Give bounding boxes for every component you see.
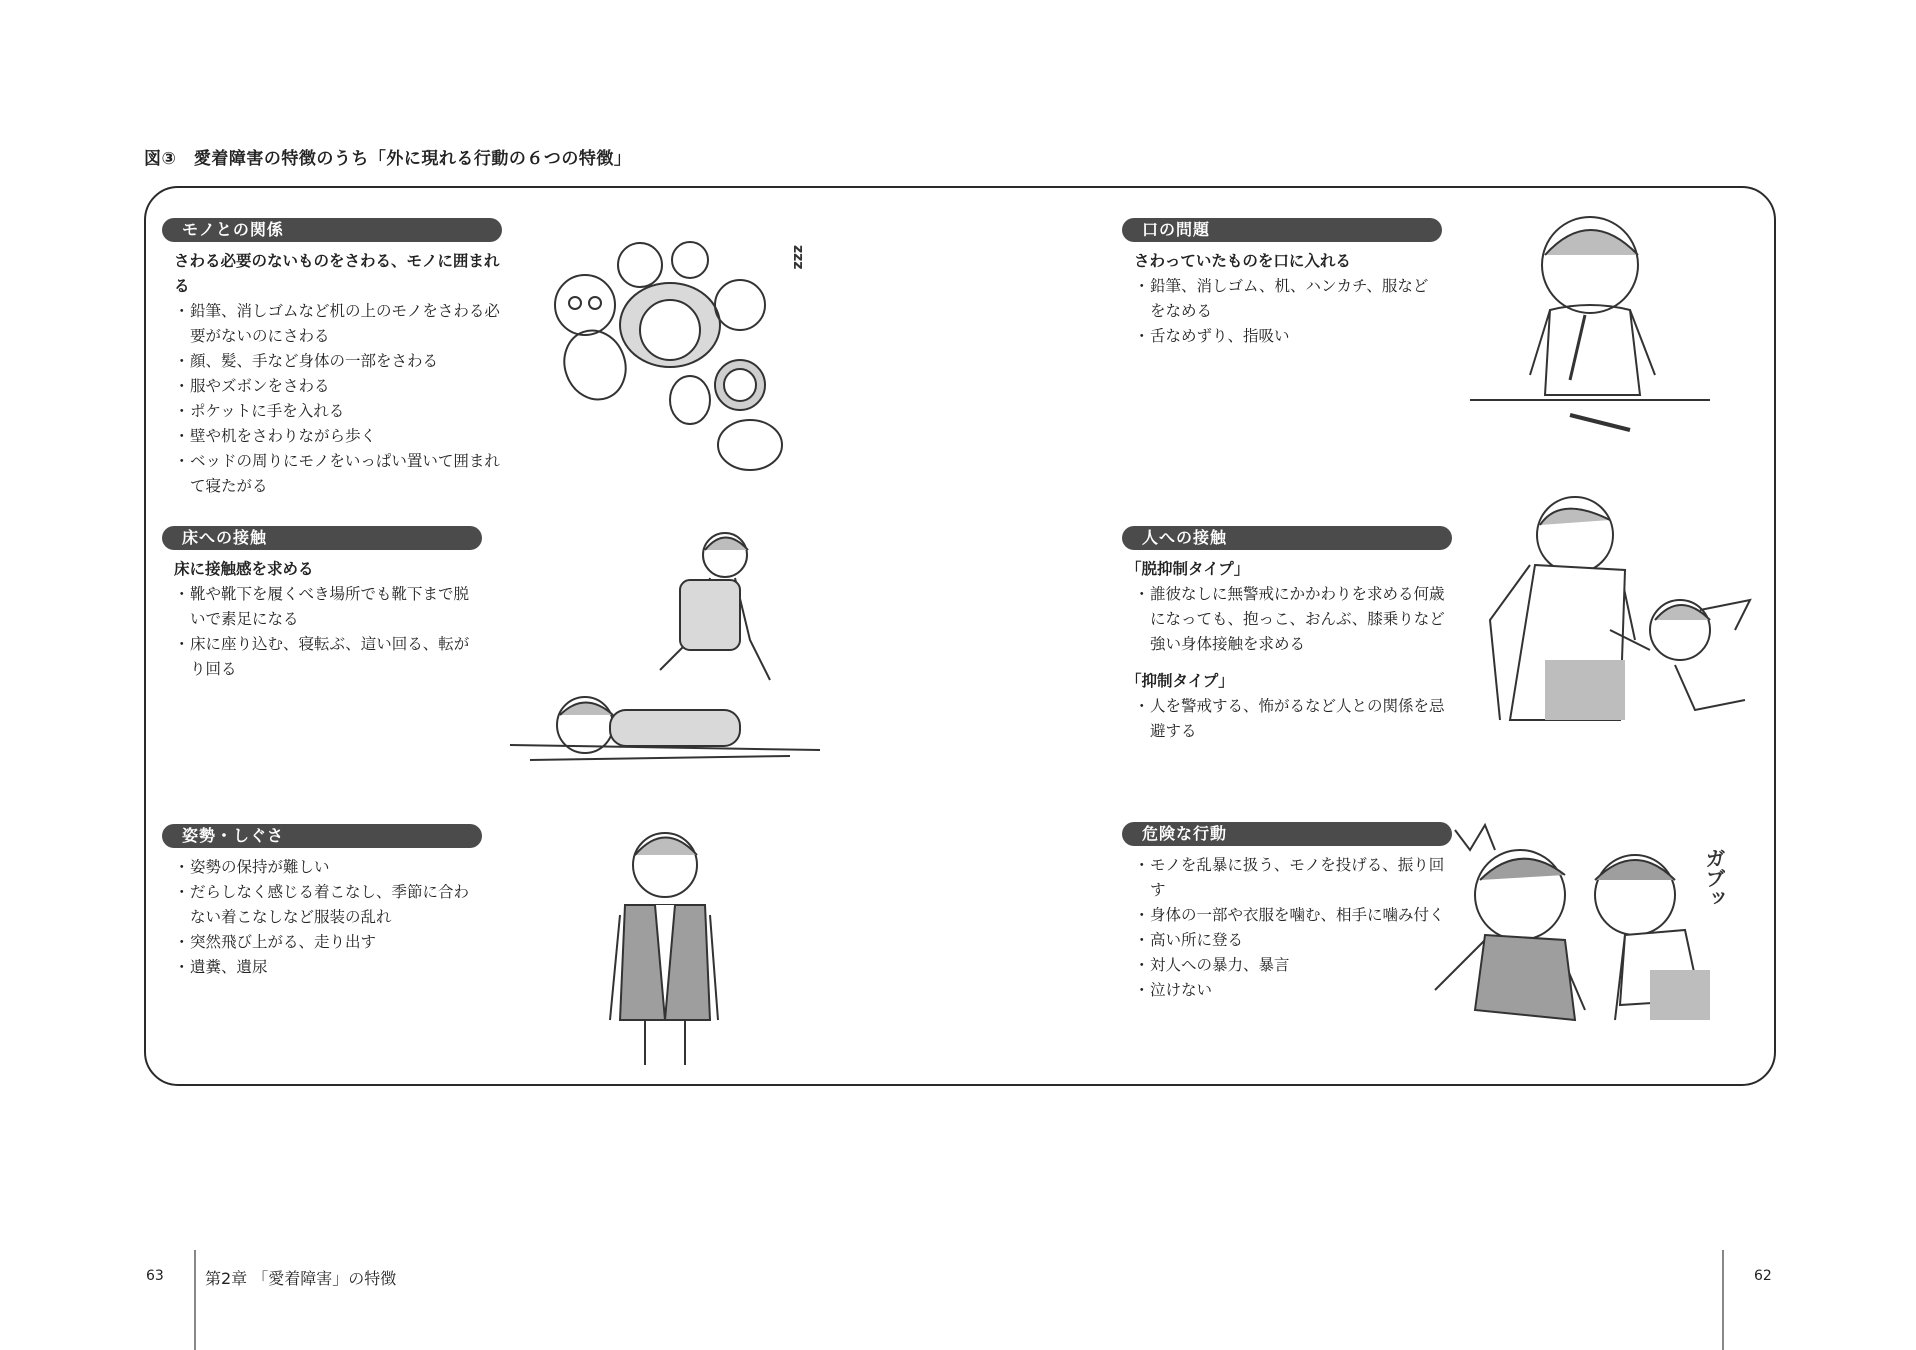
child-sleeping-with-stuffed-animals-illustration xyxy=(530,235,790,475)
section-title: 危険な行動 xyxy=(1122,822,1452,846)
page-number-right: 62 xyxy=(1754,1268,1772,1284)
footer-divider-right xyxy=(1722,1250,1724,1350)
section-posture xyxy=(162,824,482,980)
sfx-bite: ガブッ xyxy=(1702,848,1726,908)
group-inhibited xyxy=(1122,669,1452,744)
section-title: 床への接触 xyxy=(162,526,482,550)
item-list xyxy=(162,299,502,499)
list-item: ・ ポケットに手を入れる xyxy=(174,399,502,424)
list-item: ・ 高い所に登る xyxy=(1134,928,1452,953)
list-item: ・ 身体の一部や衣服を噛む、相手に噛み付く xyxy=(1134,903,1452,928)
list-item: ・ 鉛筆、消しゴム、机、ハンカチ、服などをなめる xyxy=(1134,274,1442,324)
group-subtitle: 「抑制タイプ」 xyxy=(1126,672,1234,690)
list-item: ・ 顔、髪、手など身体の一部をさわる xyxy=(174,349,502,374)
item-list xyxy=(1122,582,1452,657)
list-item: ・ ベッドの周りにモノをいっぱい置いて囲まれて寝たがる xyxy=(174,449,502,499)
section-floor xyxy=(162,526,482,682)
section-lead: 床に接触感を求める xyxy=(174,560,314,578)
child-lying-on-floor-illustration xyxy=(510,520,830,780)
group-disinhibited xyxy=(1122,557,1452,657)
list-item: ・ 泣けない xyxy=(1134,978,1452,1003)
boy-in-messy-suit-illustration xyxy=(600,820,740,1070)
item-list xyxy=(1122,853,1452,1003)
list-item: ・ 鉛筆、消しゴムなど机の上のモノをさわる必要がないのにさわる xyxy=(174,299,502,349)
list-item: ・ 舌なめずり、指吸い xyxy=(1134,324,1442,349)
page-number-left: 63 xyxy=(146,1268,164,1284)
list-item: ・ 誰彼なしに無警戒にかかわりを求める何歳になっても、抱っこ、おんぶ、膝乗りなど強い身体接触を求める xyxy=(1134,582,1452,657)
section-mouth xyxy=(1122,218,1442,349)
section-lead: さわる必要のないものをさわる、モノに囲まれる xyxy=(174,252,500,295)
chapter-title: 第2章 「愛着障害」の特徴 xyxy=(205,1269,397,1288)
child-pencil-in-mouth-illustration xyxy=(1470,205,1720,435)
list-item: ・ 靴や靴下を履くべき場所でも靴下まで脱いで素足になる xyxy=(174,582,482,632)
section-title: 姿勢・しぐさ xyxy=(162,824,482,848)
item-list xyxy=(1122,274,1442,349)
item-list xyxy=(162,582,482,682)
section-lead: さわっていたものを口に入れる xyxy=(1134,252,1351,270)
section-title: モノとの関係 xyxy=(162,218,502,242)
list-item: ・ 突然飛び上がる、走り出す xyxy=(174,930,482,955)
footer-divider-left xyxy=(194,1250,196,1350)
section-people-contact xyxy=(1122,526,1452,744)
section-objects xyxy=(162,218,502,499)
sfx-zzz: zzz xyxy=(790,245,806,270)
child-biting-illustration xyxy=(1425,820,1745,1060)
list-item: ・ 人を警戒する、怖がるなど人との関係を忌避する xyxy=(1134,694,1452,744)
child-clinging-to-elderly-man-illustration xyxy=(1460,480,1760,730)
list-item: ・ だらしなく感じる着こなし、季節に合わない着こなしなど服装の乱れ xyxy=(174,880,482,930)
section-dangerous-behavior xyxy=(1122,822,1452,1003)
item-list xyxy=(1122,694,1452,744)
list-item: ・ モノを乱暴に扱う、モノを投げる、振り回す xyxy=(1134,853,1452,903)
list-item: ・ 壁や机をさわりながら歩く xyxy=(174,424,502,449)
list-item: ・ 服やズボンをさわる xyxy=(174,374,502,399)
list-item: ・ 対人への暴力、暴言 xyxy=(1134,953,1452,978)
figure-caption: 図③ 愛着障害の特徴のうち「外に現れる行動の６つの特徴」 xyxy=(144,149,632,169)
item-list xyxy=(162,855,482,980)
list-item: ・ 遺糞、遺尿 xyxy=(174,955,482,980)
list-item: ・ 床に座り込む、寝転ぶ、這い回る、転がり回る xyxy=(174,632,482,682)
list-item: ・ 姿勢の保持が難しい xyxy=(174,855,482,880)
group-subtitle: 「脱抑制タイプ」 xyxy=(1126,560,1250,578)
section-title: 口の問題 xyxy=(1122,218,1442,242)
section-title: 人への接触 xyxy=(1122,526,1452,550)
